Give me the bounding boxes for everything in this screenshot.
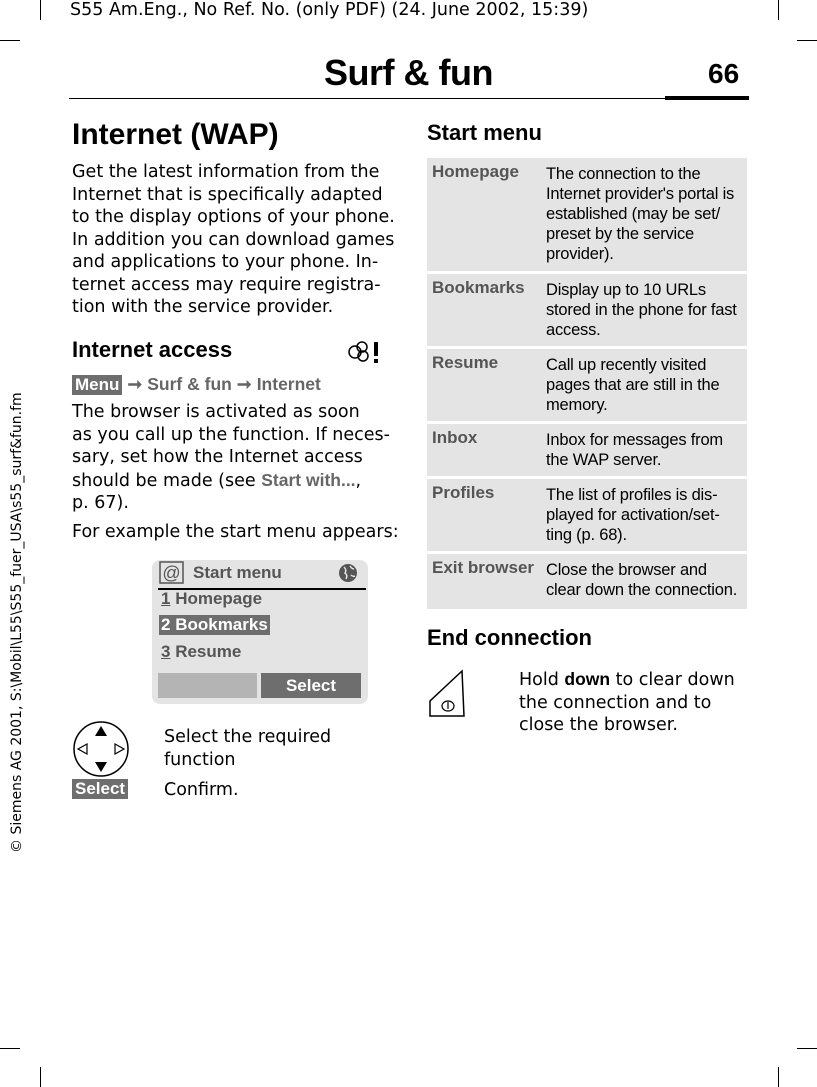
table-row: [427, 424, 747, 476]
select-key-wrap: [72, 779, 128, 799]
globe-icon: [338, 563, 358, 583]
menu-key: Menu: [72, 375, 122, 395]
text-line: In addition you can download games: [72, 229, 395, 250]
cross-reference: Start with...: [261, 469, 356, 490]
item-label: Bookmarks: [170, 615, 268, 634]
item-number: 3: [161, 642, 171, 661]
subsection-heading: Start menu: [427, 120, 542, 145]
subsection-heading: Internet access: [72, 337, 233, 362]
desc-line: Close the browser and: [546, 561, 707, 579]
item-number: 2: [161, 615, 171, 634]
text-line: tion with the service provider.: [72, 297, 334, 317]
desc-line: Inbox for messages from: [546, 431, 723, 449]
desc-line: Call up recently visited: [546, 356, 707, 374]
crop-mark: [0, 1048, 20, 1049]
text-line: [72, 469, 402, 493]
desc-line: clear down the connection.: [546, 581, 738, 599]
menu-description: [546, 485, 742, 545]
header-rule: [69, 98, 665, 99]
menu-description: [546, 430, 742, 470]
menu-term: Profiles: [432, 483, 495, 502]
text-line: as you call up the function. If neces-: [72, 424, 390, 445]
emphasis: down: [564, 669, 611, 689]
text-line: The browser is activated as soon: [72, 402, 360, 422]
table-row: [427, 158, 747, 271]
desc-line: stored in the phone for fast: [546, 301, 737, 319]
desc-line: The list of profiles is dis-: [546, 486, 718, 504]
desc-line: memory.: [546, 396, 608, 414]
desc-line: The connection to the: [546, 165, 701, 183]
desc-line: the WAP server.: [546, 451, 662, 469]
item-label: Homepage: [170, 589, 263, 608]
navigation-key-icon: [72, 720, 130, 778]
text-line: p. 67).: [72, 493, 129, 513]
page-title: Surf & fun: [324, 52, 493, 93]
text-span: to clear down: [610, 670, 735, 690]
copyright-sidebar: © Siemens AG 2001, S:\Mobil\L55\S55_fuer_USA\s55_surf&fun.fm: [9, 392, 25, 853]
table-row: [427, 554, 747, 609]
text-line: ternet access may require registra-: [72, 274, 381, 295]
text-span: should be made (see: [72, 470, 262, 491]
softkey-left[interactable]: [158, 673, 257, 698]
screen-menu-item[interactable]: [161, 589, 262, 609]
screen-menu-item[interactable]: [161, 642, 241, 662]
desc-line: preset by the service: [546, 225, 695, 243]
text-line: the connection and to: [519, 692, 712, 713]
desc-line: Internet provider's portal is: [546, 185, 735, 203]
desc-line: Display up to 10 URLs: [546, 281, 706, 299]
select-instruction: [164, 726, 364, 771]
phone-screen: [152, 560, 368, 704]
menu-description: [546, 280, 742, 340]
crop-mark: [797, 1048, 817, 1049]
text-line: to the display options of your phone.: [72, 207, 395, 227]
end-call-key-icon: [424, 668, 470, 720]
text-span: ,: [355, 470, 362, 491]
menu-term: Resume: [432, 353, 499, 372]
menu-term: Homepage: [432, 162, 519, 181]
page-number: 66: [708, 58, 740, 89]
menu-path-step: Internet: [256, 374, 321, 394]
confirm-text: Confirm.: [164, 780, 239, 800]
internet-wap-section: [72, 118, 279, 152]
end-connection-heading-wrap: [427, 625, 592, 651]
end-connection-text: [519, 668, 749, 737]
desc-line: access.: [546, 321, 601, 339]
menu-term: Bookmarks: [432, 278, 525, 297]
arrow-icon: ➞: [127, 374, 143, 394]
softkey-select[interactable]: Select: [261, 673, 361, 698]
text-span: Hold: [519, 670, 565, 690]
screen-menu-item-selected[interactable]: [159, 615, 270, 635]
desc-line: provider).: [546, 245, 614, 263]
table-row: [427, 274, 747, 346]
start-menu-heading-wrap: [427, 120, 542, 146]
table-row: [427, 479, 747, 551]
text-line: Get the latest information from the: [72, 162, 380, 182]
desc-line: pages that are still in the: [546, 376, 720, 394]
network-service-icon: [346, 340, 390, 364]
screen-title: Start menu: [193, 563, 282, 582]
header-rule-thick: [665, 96, 749, 100]
text-line: close the browser.: [519, 715, 678, 735]
running-head: S55 Am.Eng., No Ref. No. (only PDF) (24. June 2002, 15:39): [70, 0, 589, 20]
menu-description: [546, 355, 742, 415]
menu-path-step: Surf & fun: [147, 374, 232, 394]
text-line: Internet that is specifically adapted: [72, 184, 383, 205]
desc-line: played for activation/set-: [546, 506, 720, 524]
subsection-heading: End connection: [427, 625, 592, 650]
text-line: [519, 668, 749, 692]
menu-description: [546, 560, 742, 600]
intro-paragraph: [72, 161, 402, 319]
select-key: Select: [72, 779, 128, 799]
text-line: sary, set how the Internet access: [72, 447, 363, 467]
access-paragraph: [72, 401, 402, 515]
arrow-icon: ➞: [236, 374, 252, 394]
desc-line: established (may be set/: [546, 205, 721, 223]
desc-line: ting (p. 68).: [546, 526, 627, 544]
internet-access-heading-wrap: [72, 337, 232, 363]
menu-term: Inbox: [432, 428, 478, 447]
crop-mark: [778, 1067, 779, 1087]
menu-path: [72, 374, 321, 395]
item-number: 1: [161, 589, 171, 608]
menu-term: Exit browser: [432, 558, 535, 577]
crop-mark: [40, 1067, 41, 1087]
item-label: Resume: [170, 642, 242, 661]
text-line: function: [164, 749, 236, 770]
table-row: [427, 349, 747, 421]
crop-mark: [778, 0, 779, 20]
example-text: For example the start menu appears:: [72, 522, 399, 542]
text-line: and applications to your phone. In-: [72, 252, 379, 272]
section-heading: Internet (WAP): [72, 118, 279, 151]
crop-mark: [797, 40, 817, 41]
svg-text:@: @: [162, 563, 181, 583]
crop-mark: [40, 0, 41, 20]
text-line: Select the required: [164, 727, 332, 747]
at-sign-icon: [159, 561, 185, 585]
menu-description: [546, 164, 742, 264]
crop-mark: [0, 40, 20, 41]
